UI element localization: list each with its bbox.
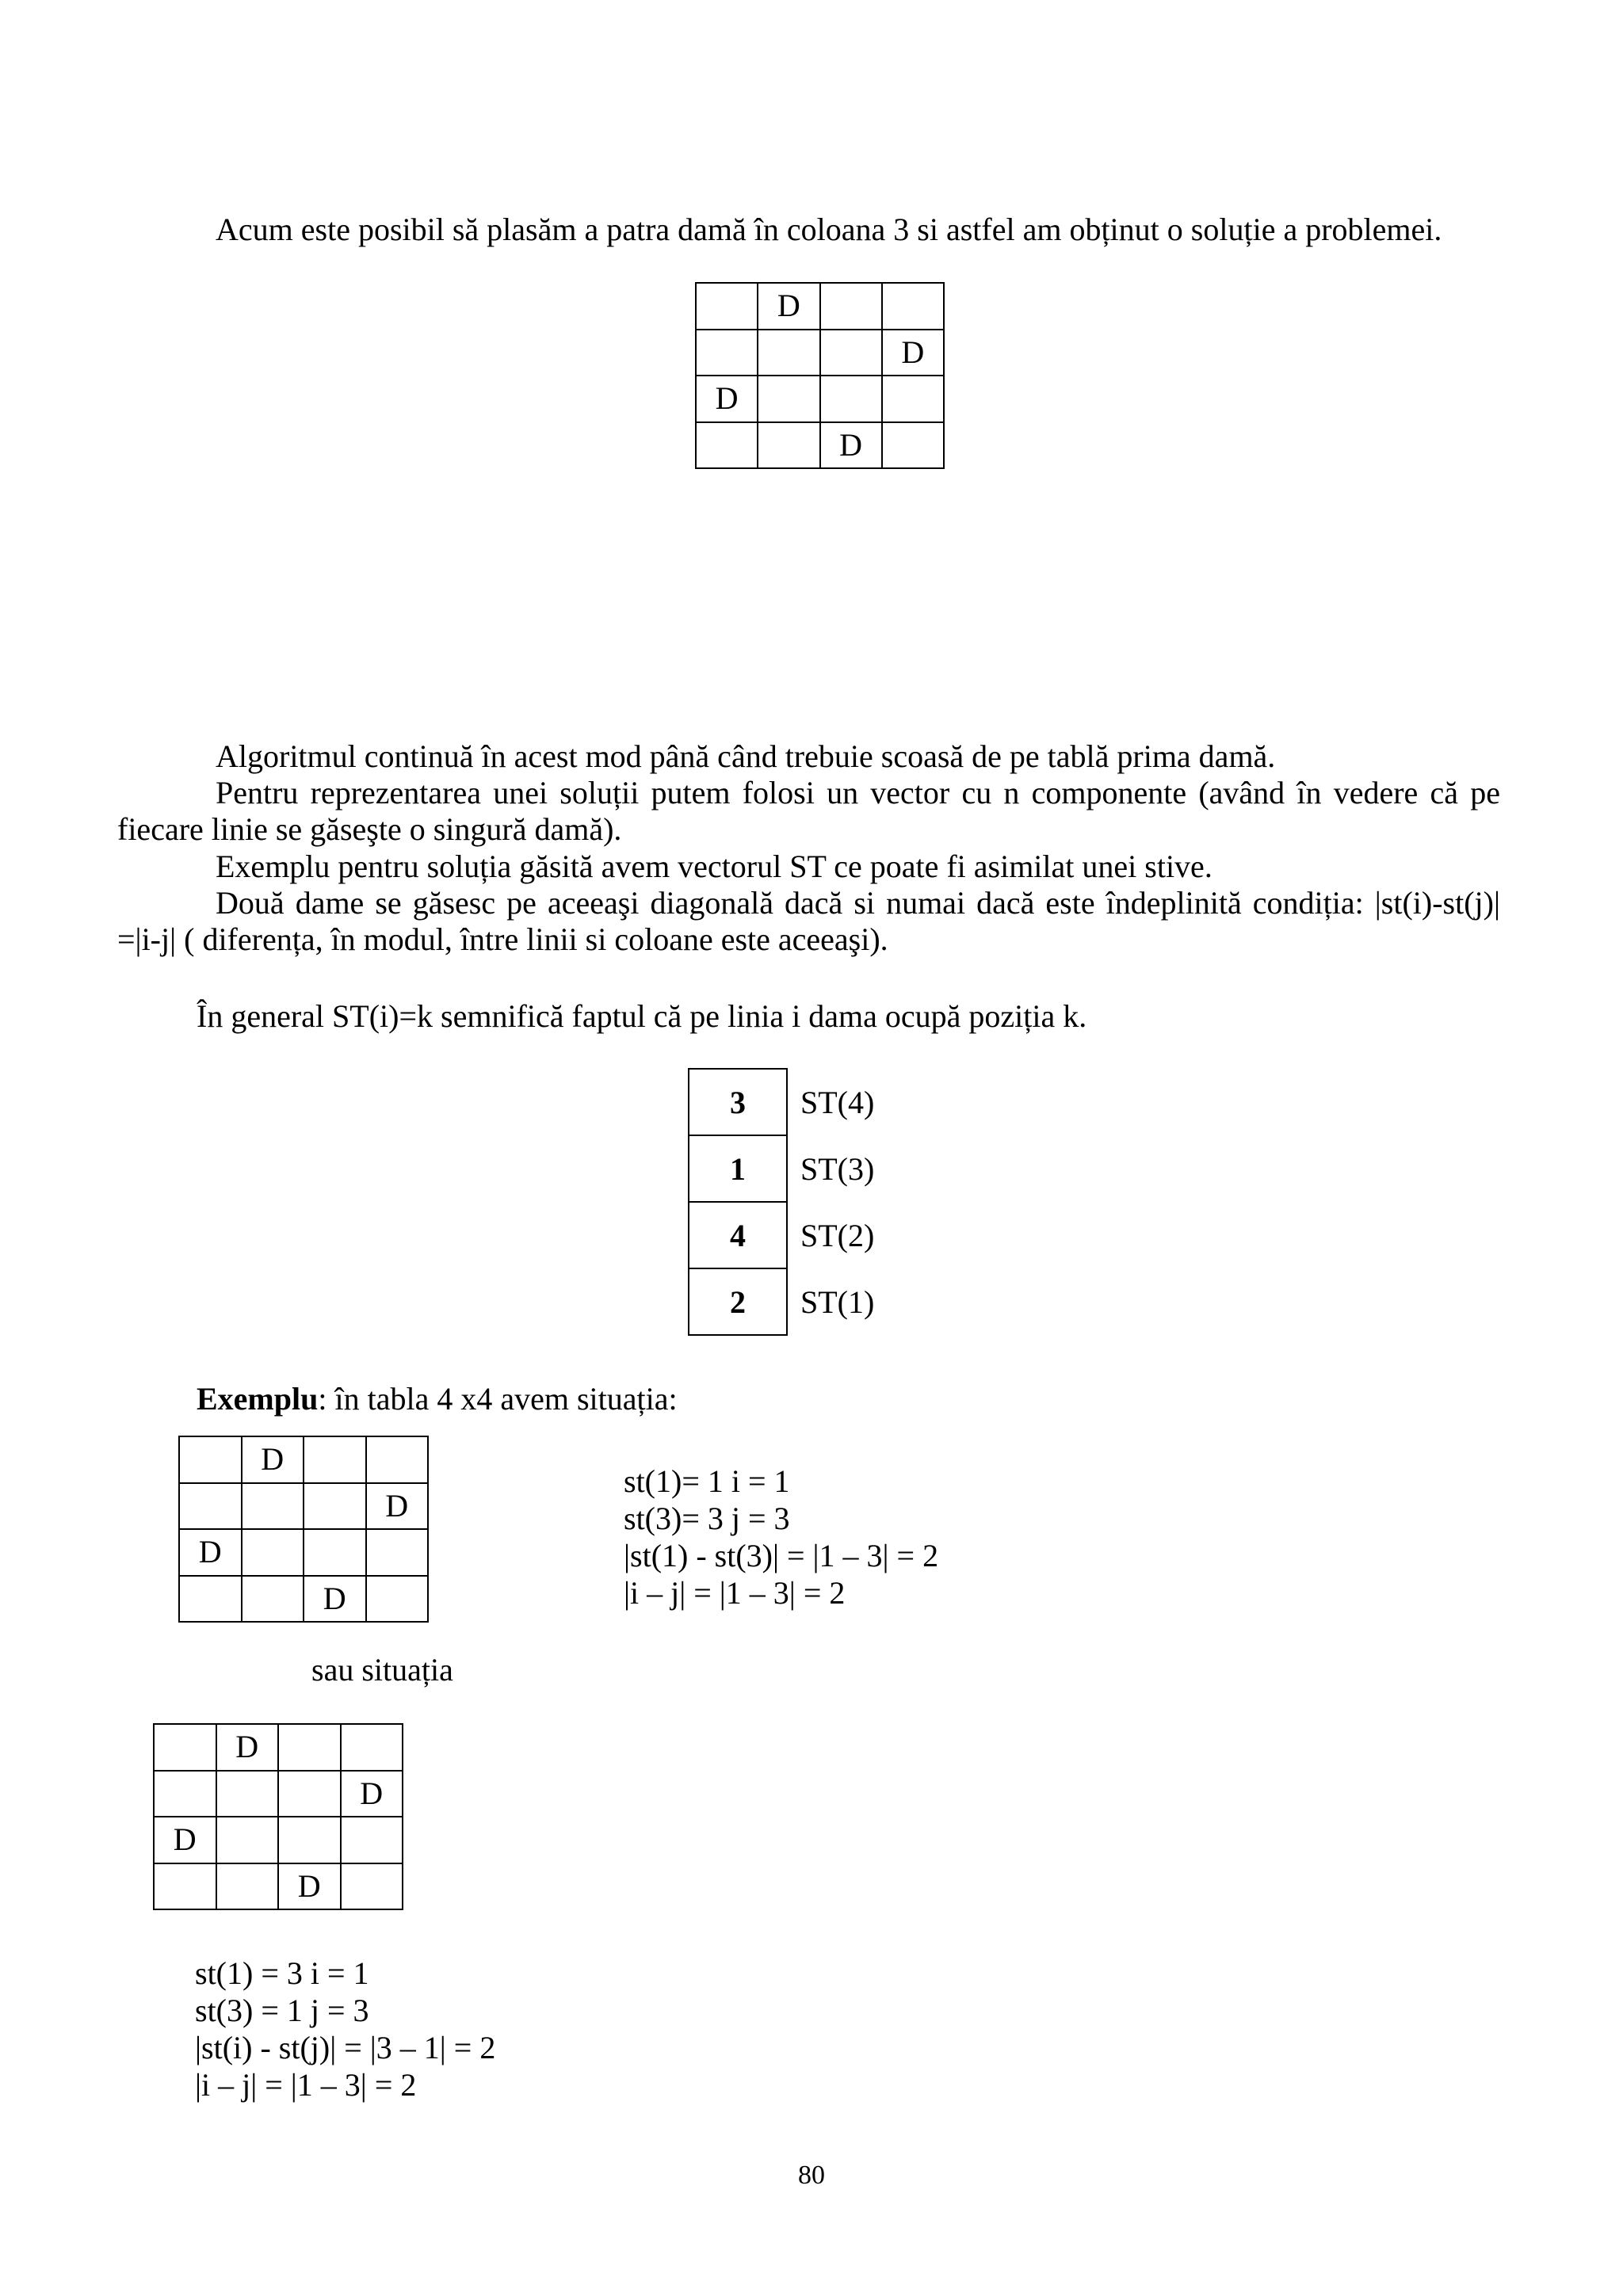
board-cell xyxy=(216,1817,279,1863)
board-cell xyxy=(304,1436,366,1483)
intro-line: Acum este posibil să plasăm a patra damă în coloana 3 si astfel am obținut o soluție a problemei. xyxy=(216,212,1442,247)
chessboard-example-1 xyxy=(178,1436,429,1623)
board-cell xyxy=(242,1529,304,1576)
stack-label: ST(1) xyxy=(800,1283,875,1320)
paragraph-2a: Pentru reprezentarea unei soluții putem folosi un vector cu n componente (având în vedere că pe xyxy=(216,775,1500,810)
equation-line: |i – j| = |1 – 3| = 2 xyxy=(195,2067,417,2103)
chessboard-example-2 xyxy=(153,1723,403,1910)
board-cell xyxy=(696,330,758,376)
stack-row xyxy=(689,1135,913,1202)
stack-row xyxy=(689,1069,913,1135)
board-cell xyxy=(304,1483,366,1530)
equation-line: |i – j| = |1 – 3| = 2 xyxy=(624,1575,846,1611)
equation-line: st(3)= 3 j = 3 xyxy=(624,1501,790,1536)
queen-cell: D xyxy=(179,1529,242,1576)
board-row xyxy=(179,1483,428,1530)
stack-row xyxy=(689,1202,913,1268)
board-row xyxy=(154,1724,403,1771)
board-cell xyxy=(366,1529,429,1576)
queen-cell: D xyxy=(696,376,758,422)
board-row xyxy=(179,1529,428,1576)
stack-row xyxy=(689,1268,913,1335)
paragraph-4a: Două dame se găsesc pe aceeaşi diagonală dacă si numai dacă este îndeplinită condiția: |st(i)-st(j)| xyxy=(216,885,1500,921)
board-cell xyxy=(882,376,944,422)
stack-value: 3 xyxy=(689,1069,787,1135)
equation-line: st(1) = 3 i = 1 xyxy=(195,1955,369,1991)
example-rest: : în tabla 4 x4 avem situația: xyxy=(318,1381,678,1417)
equation-line: st(1)= 1 i = 1 xyxy=(624,1463,790,1499)
paragraph-2b: fiecare linie se găseşte o singură damă). xyxy=(117,811,622,847)
board-cell xyxy=(278,1771,341,1817)
board-row xyxy=(696,422,944,469)
equation-line: |st(1) - st(3)| = |1 – 3| = 2 xyxy=(624,1538,939,1573)
queen-cell: D xyxy=(242,1436,304,1483)
board-cell xyxy=(758,422,819,469)
equation-line: |st(i) - st(j)| = |3 – 1| = 2 xyxy=(195,2030,496,2065)
board-cell xyxy=(882,283,944,330)
queen-cell: D xyxy=(304,1576,366,1623)
paragraph-1: Algoritmul continuă în acest mod până când trebuie scoasă de pe tablă prima damă. xyxy=(216,738,1276,774)
board-cell xyxy=(366,1576,429,1623)
board-cell xyxy=(242,1483,304,1530)
queen-cell: D xyxy=(882,330,944,376)
board-cell xyxy=(882,422,944,469)
stack-value: 2 xyxy=(689,1268,787,1335)
queen-cell: D xyxy=(154,1817,216,1863)
board-cell xyxy=(820,376,882,422)
board-cell xyxy=(216,1863,279,1910)
queen-cell: D xyxy=(820,422,882,469)
board-row xyxy=(696,283,944,330)
board-cell xyxy=(758,376,819,422)
board-cell xyxy=(179,1576,242,1623)
board-cell xyxy=(696,422,758,469)
board-cell xyxy=(341,1817,403,1863)
board-cell xyxy=(341,1863,403,1910)
board-cell xyxy=(278,1817,341,1863)
paragraph-5: În general ST(i)=k semnifică faptul că pe linia i dama ocupă poziția k. xyxy=(197,998,1087,1034)
board-cell xyxy=(216,1771,279,1817)
board-cell xyxy=(154,1771,216,1817)
example-heading xyxy=(197,1380,678,1418)
stack-label: ST(4) xyxy=(800,1084,875,1120)
stack-value: 1 xyxy=(689,1135,787,1202)
stack-value: 4 xyxy=(689,1202,787,1268)
board-row xyxy=(696,376,944,422)
paragraph-4b: =|i-j| ( diferența, în modul, între linii si coloane este aceeaşi). xyxy=(117,921,888,957)
board-cell xyxy=(341,1724,403,1771)
board-cell xyxy=(154,1724,216,1771)
queen-cell: D xyxy=(341,1771,403,1817)
example-bold: Exemplu xyxy=(197,1381,319,1417)
queen-cell: D xyxy=(216,1724,279,1771)
stack-vector xyxy=(688,1068,914,1336)
board-cell xyxy=(696,283,758,330)
or-label: sau situația xyxy=(311,1652,453,1688)
board-cell xyxy=(278,1724,341,1771)
board-row xyxy=(154,1771,403,1817)
board-cell xyxy=(366,1436,429,1483)
board-cell xyxy=(758,330,819,376)
queen-cell: D xyxy=(758,283,819,330)
equations-2 xyxy=(195,1955,495,2103)
chessboard-main xyxy=(695,282,945,469)
board-row xyxy=(696,330,944,376)
board-row xyxy=(154,1863,403,1910)
board-row xyxy=(179,1436,428,1483)
paragraph-3: Exemplu pentru soluția găsită avem vectorul ST ce poate fi asimilat unei stive. xyxy=(216,849,1212,884)
equation-line: st(3) = 1 j = 3 xyxy=(195,1993,369,2028)
board-cell xyxy=(179,1436,242,1483)
board-cell xyxy=(242,1576,304,1623)
queen-cell: D xyxy=(278,1863,341,1910)
queen-cell: D xyxy=(366,1483,429,1530)
board-row xyxy=(179,1576,428,1623)
board-cell xyxy=(154,1863,216,1910)
page-number: 80 xyxy=(798,2161,825,2190)
stack-label: ST(2) xyxy=(800,1217,875,1253)
equations-1 xyxy=(624,1463,938,1611)
board-cell xyxy=(179,1483,242,1530)
board-cell xyxy=(820,283,882,330)
board-cell xyxy=(820,330,882,376)
board-row xyxy=(154,1817,403,1863)
board-cell xyxy=(304,1529,366,1576)
stack-label: ST(3) xyxy=(800,1150,875,1187)
